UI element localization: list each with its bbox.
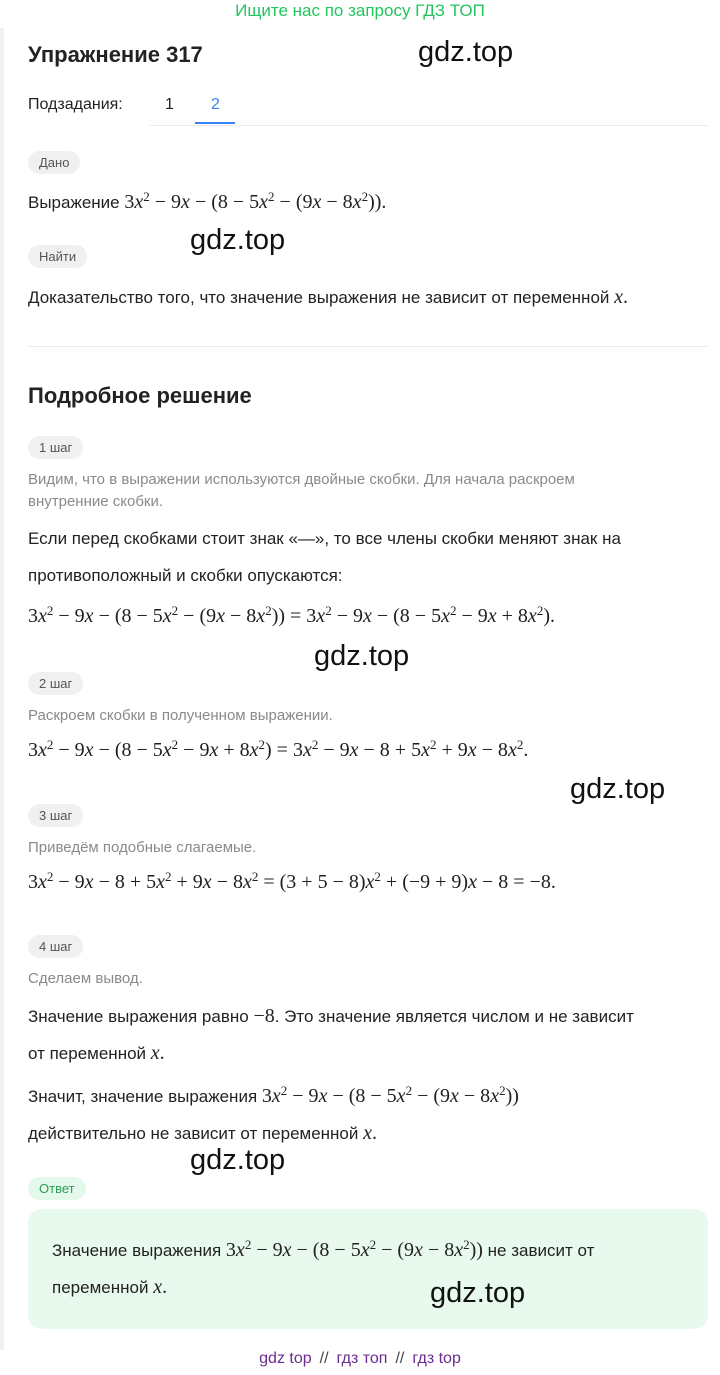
- footer-separator: //: [395, 1350, 405, 1367]
- answer-badge: Ответ: [28, 1177, 86, 1200]
- answer-text-c: переменной: [52, 1278, 149, 1297]
- step-4-expression: $3x^2 - 9x - (8 - 5x^2 - (9x - 8x^2))$: [261, 1083, 519, 1107]
- watermark: gdz.top: [190, 224, 286, 256]
- top-banner[interactable]: Ищите нас по запросу ГДЗ ТОП: [235, 1, 485, 20]
- watermark: gdz.top: [570, 773, 666, 805]
- step-4-text-1a: Значение выражения равно: [28, 1007, 249, 1026]
- step-1-note-line-2: внутренние скобки.: [28, 493, 164, 510]
- step-4-text-1b: . Это значение является числом и не зависит: [274, 1007, 634, 1026]
- step-4-text-2: от переменной: [28, 1044, 147, 1063]
- given-badge: Дано: [28, 151, 80, 174]
- watermark: gdz.top: [314, 640, 410, 672]
- footer-links: [0, 1350, 720, 1368]
- step-4-text-4: действительно не зависит от переменной: [28, 1124, 359, 1143]
- footer-link-1[interactable]: gdz top: [259, 1350, 312, 1367]
- step-4-badge: 4 шаг: [28, 935, 83, 958]
- given-text: Выражение: [28, 193, 120, 212]
- footer-separator: //: [319, 1350, 329, 1367]
- variable-x: x.: [153, 1276, 168, 1298]
- step-1-equation: $3x^2 - 9x - (8 - 5x^2 - (9x - 8x^2)) = 3x^2 - 9x - (8 - 5x^2 - 9x + 8x^2)$.: [28, 603, 555, 627]
- step-2-note: Раскроем скобки в полученном выражении.: [28, 707, 333, 724]
- step-3-badge: 3 шаг: [28, 804, 83, 827]
- answer-text-b: не зависит от: [487, 1241, 595, 1260]
- watermark: gdz.top: [430, 1277, 526, 1309]
- active-tab-indicator: [195, 122, 235, 124]
- tab-subtask-1[interactable]: 1: [165, 96, 174, 113]
- variable-x: x.: [363, 1122, 378, 1144]
- tabs-divider: [150, 125, 708, 126]
- step-4-note: Сделаем вывод.: [28, 970, 143, 987]
- step-3-equation: $3x^2 - 9x - 8 + 5x^2 + 9x - 8x^2 = (3 + 5 - 8)x^2 + (-9 + 9)x - 8 = -8$.: [28, 869, 556, 893]
- step-1-text-line-1: Если перед скобками стоит знак «—», то все члены скобки меняют знак на: [28, 529, 621, 548]
- step-1-text-line-2: противоположный и скобки опускаются:: [28, 566, 343, 585]
- step-1-badge: 1 шаг: [28, 436, 83, 459]
- value-minus-8: −8: [253, 1005, 275, 1027]
- step-4-text-3: Значит, значение выражения: [28, 1087, 258, 1106]
- tab-subtask-2[interactable]: 2: [211, 96, 220, 113]
- footer-link-2[interactable]: гдз топ: [336, 1350, 388, 1367]
- solution-heading: Подробное решение: [28, 383, 252, 408]
- answer-text-a: Значение выражения: [52, 1241, 222, 1260]
- answer-box: [28, 1209, 708, 1329]
- footer-link-3[interactable]: гдз top: [412, 1350, 461, 1367]
- page-title: Упражнение 317: [28, 42, 203, 67]
- given-expression: $3x^2 - 9x - (8 - 5x^2 - (9x - 8x^2))$.: [124, 189, 387, 213]
- step-2-badge: 2 шаг: [28, 672, 83, 695]
- subtasks-label: Подзадания:: [28, 96, 123, 113]
- variable-x: x.: [150, 1042, 165, 1064]
- watermark: gdz.top: [418, 36, 514, 68]
- variable-x: x.: [614, 286, 629, 308]
- find-text: Доказательство того, что значение выражения не зависит от переменной: [28, 288, 610, 307]
- watermark: gdz.top: [190, 1144, 286, 1176]
- step-2-equation: $3x^2 - 9x - (8 - 5x^2 - 9x + 8x^2) = 3x^2 - 9x - 8 + 5x^2 + 9x - 8x^2$.: [28, 737, 529, 761]
- section-divider: [28, 346, 708, 347]
- step-3-note: Приведём подобные слагаемые.: [28, 839, 257, 856]
- find-badge: Найти: [28, 245, 87, 268]
- answer-expression: $3x^2 - 9x - (8 - 5x^2 - (9x - 8x^2))$: [225, 1237, 483, 1261]
- left-border: [0, 28, 4, 1350]
- step-1-note-line-1: Видим, что в выражении используются двойные скобки. Для начала раскроем: [28, 471, 575, 488]
